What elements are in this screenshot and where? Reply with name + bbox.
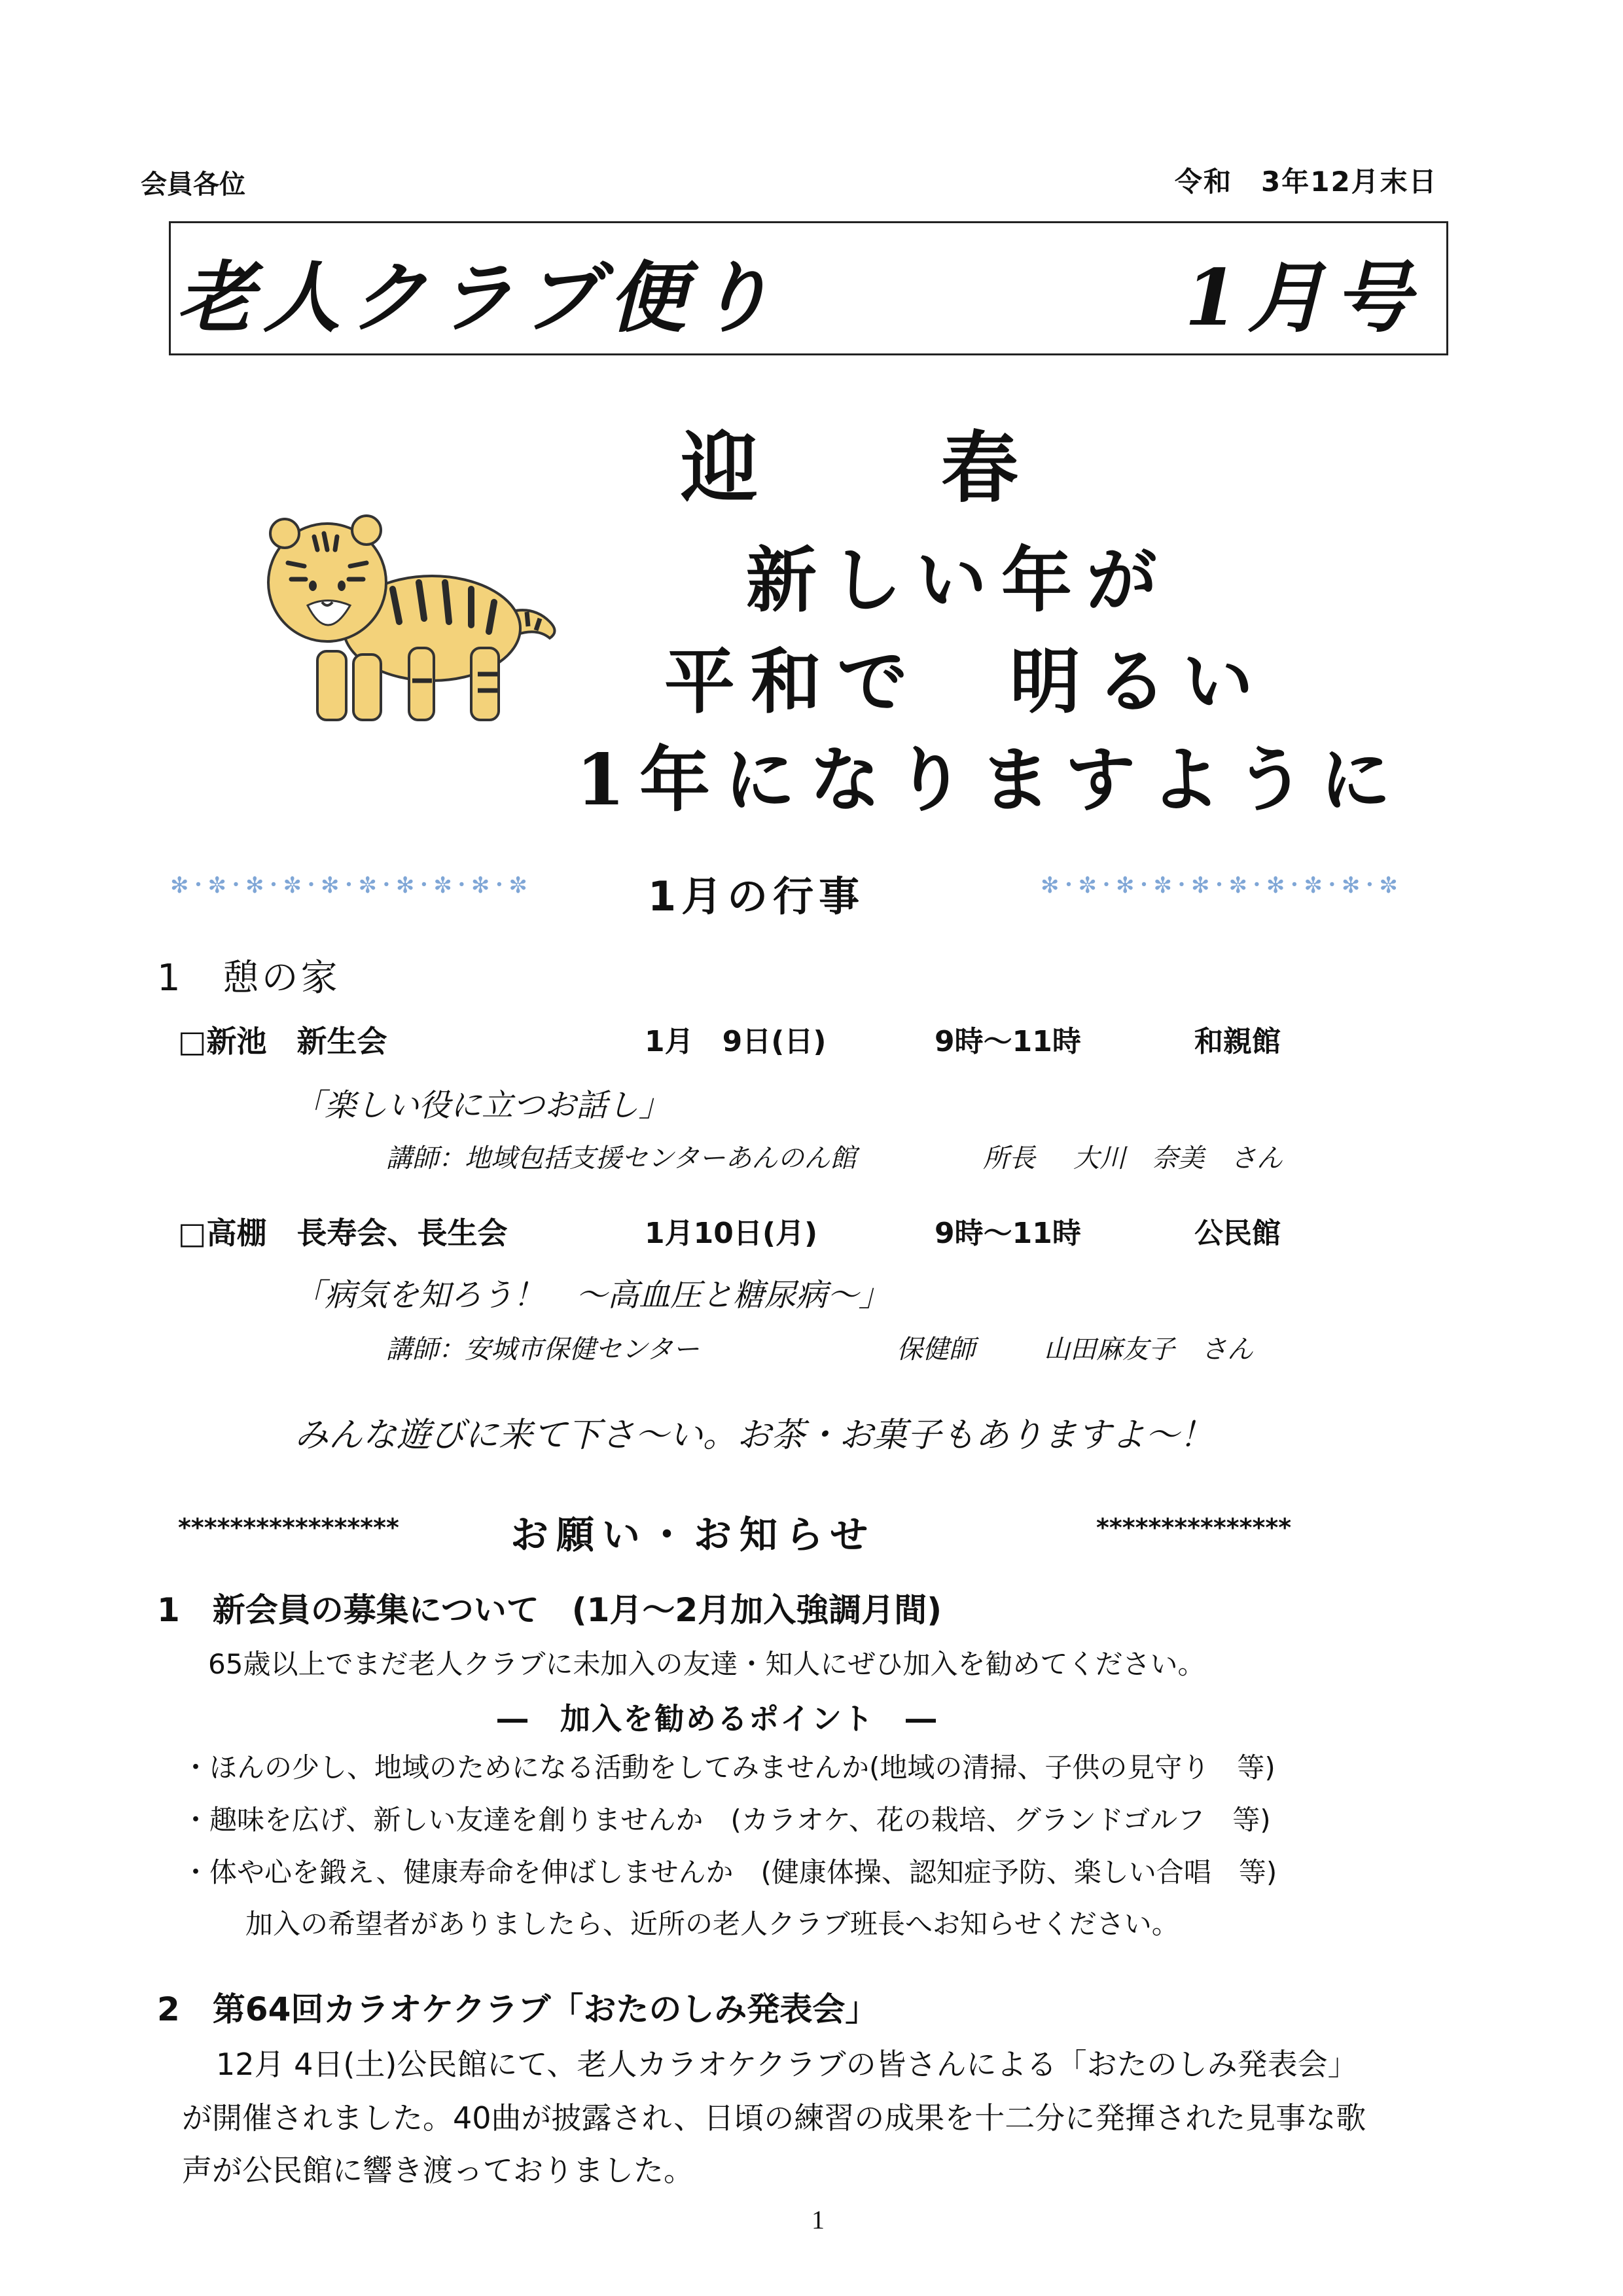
notices-heading: お願い・お知らせ [510, 1513, 876, 1557]
event-lecturer-role: 所長 [983, 1143, 1035, 1174]
section-title: 2 第64回カラオケクラブ「おたのしみ発表会」 [157, 1990, 878, 2028]
event-venue: 和親館 [1194, 1025, 1281, 1058]
event-lecturer: 講師：安城市保健センター [386, 1335, 700, 1365]
bullet-point: ・体や心を鍛え、健康寿命を伸ばしませんか (健康体操、認知症予防、楽しい合唱 等) [182, 1856, 1277, 1888]
paragraph-line: 12月 4日(土)公民館にて、老人カラオケクラブの皆さんによる「おたのしみ発表会」 [216, 2047, 1358, 2082]
addressee: 会員各位 [141, 170, 245, 200]
issue-date: 令和 3年12月末日 [1175, 166, 1438, 198]
bullet-point: ・ほんの少し、地域のためになる活動をしてみませんか(地域の清掃、子供の見守り 等) [182, 1751, 1275, 1784]
newsletter-title: 老人クラブ便り [177, 252, 782, 343]
notice-text: 加入の希望者がありましたら、近所の老人クラブ班長へお知らせください。 [245, 1908, 1179, 1940]
event-club: □高棚 長寿会、長生会 [178, 1215, 508, 1251]
star-divider: ***************** [178, 1513, 399, 1542]
paragraph-line: が開催されました。40曲が披露され、日頃の練習の成果を十二分に発揮された見事な歌 [182, 2100, 1366, 2136]
event-lecturer-role: 保健師 [897, 1335, 975, 1365]
event-topic: 「楽しい役に立つお話し」 [293, 1087, 671, 1124]
event-topic: 「病気を知ろう！ ～高血圧と糖尿病～」 [293, 1277, 891, 1314]
event-club: □新池 新生会 [178, 1024, 387, 1059]
greeting-title: 迎春 [681, 422, 1202, 513]
bullet-point: ・趣味を広げ、新しい友達を創りませんか (カラオケ、花の栽培、グランドゴルフ 等) [182, 1804, 1271, 1836]
invitation-text: みんな遊びに来て下さ～い。お茶・お菓子もありますよ～！ [294, 1416, 1214, 1455]
issue-label: 1月号 [1185, 252, 1421, 343]
section-title: 1 憩の家 [157, 957, 340, 999]
event-date: 1月10日(月) [645, 1217, 818, 1250]
snowflake-border: ✻･✼･✻･✼･✻･✼･✻･✼･✻･✼ [1041, 872, 1402, 899]
section-title: 1 新会員の募集について (1月～2月加入強調月間) [157, 1591, 942, 1629]
event-speaker: 大川 奈美 さん [1073, 1143, 1283, 1174]
event-lecturer: 講師：地域包括支援センターあんのん館 [386, 1143, 857, 1174]
greeting-line: 平和で 明るい [664, 641, 1270, 723]
tiger-illustration [262, 497, 569, 733]
star-divider: *************** [1096, 1513, 1292, 1542]
greeting-line: 新しい年が [746, 539, 1172, 622]
event-venue: 公民館 [1194, 1217, 1281, 1250]
page-number: 1 [812, 2205, 825, 2234]
event-date: 1月 9日(日) [645, 1025, 827, 1058]
notice-text: 65歳以上でまだ老人クラブに未加入の友達・知人にぜひ加入を勧めてください。 [208, 1648, 1205, 1680]
points-heading: ― 加入を勧めるポイント ― [497, 1701, 937, 1736]
event-time: 9時～11時 [935, 1217, 1081, 1250]
event-time: 9時～11時 [935, 1025, 1081, 1058]
snowflake-border: ✻･✼･✻･✼･✻･✼･✻･✼･✻･✼ [170, 872, 531, 899]
greeting-line: 1年になりますように [576, 739, 1406, 821]
events-heading: 1月の行事 [648, 872, 865, 920]
paragraph-line: 声が公民館に響き渡っておりました。 [182, 2153, 694, 2188]
event-speaker: 山田麻友子 さん [1044, 1335, 1253, 1365]
